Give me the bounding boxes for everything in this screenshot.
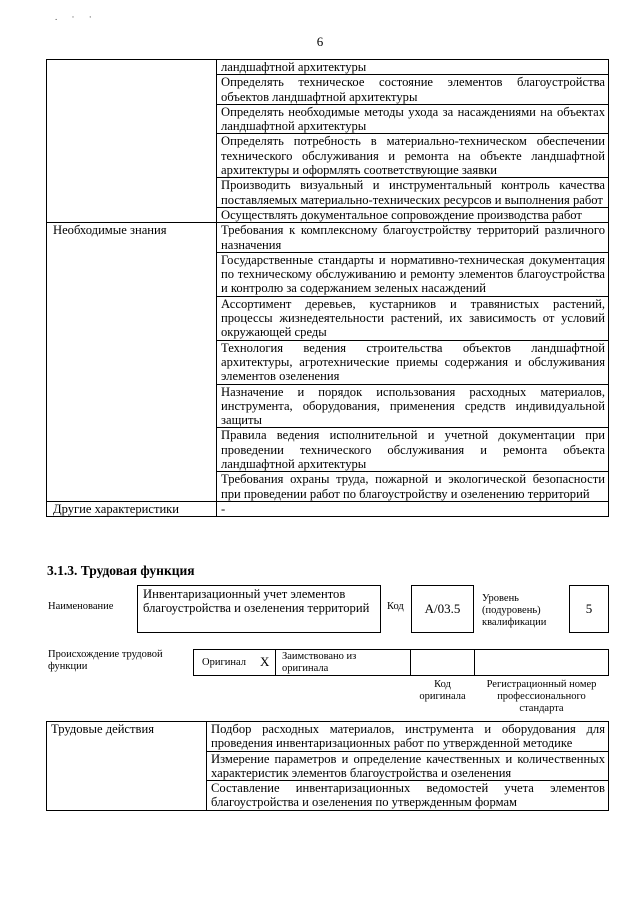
row-item: Измерение параметров и определение качественных и количественных характеристик элементов благоустройства и озеленения [207, 751, 609, 781]
original-cell [193, 649, 275, 676]
original-label: Оригинал [202, 657, 246, 668]
code-original-caption: Код оригинала [419, 679, 466, 702]
code-label: Код [387, 601, 404, 612]
row-item: - [217, 501, 609, 516]
level-box: 5 [569, 585, 609, 633]
row-label: Необходимые знания [47, 223, 217, 502]
row-item: Правила ведения исполнительной и учетной документации при проведении технического обслуживания и ремонта объекта ландшафтной архитектуры [217, 428, 609, 472]
row-item: Определять потребность в материально-техническом обеспечении технического обслуживания и ремонта на объекте ландшафтной архитектуры и оформлять соответствующие заявки [217, 134, 609, 178]
labor-actions-table [46, 721, 609, 811]
reg-number-caption: Регистрационный номер профессионального стандарта [486, 679, 597, 714]
table-row [47, 501, 609, 516]
row-item: Производить визуальный и инструментальный контроль качества поставляемых материально-технических ресурсов и выполнения работ [217, 178, 609, 208]
origin-label: Происхождение трудовой функции [48, 649, 163, 672]
function-code-box: А/03.5 [411, 585, 474, 633]
row-item: Составление инвентаризационных ведомостей учета элементов благоустройства и озеленения по утвержденным формам [207, 781, 609, 811]
row-item: Государственные стандарты и нормативно-техническая документация по техническому обслуживанию и ремонту элементов благоустройства и контролю за содержанием зеленых насаждений [217, 252, 609, 296]
borrowed-cell [275, 649, 410, 676]
name-label: Наименование [48, 601, 114, 612]
reg-number-cell [474, 649, 609, 676]
table-row [47, 223, 609, 253]
page-number: 6 [316, 34, 324, 49]
row-item: Назначение и порядок использования расходных материалов, инструмента, оборудования, применения средств индивидуальной защиты [217, 384, 609, 428]
row-item: Определять техническое состояние элементов благоустройства объектов ландшафтной архитектуры [217, 75, 609, 105]
scan-artifact: . · · [55, 12, 98, 22]
original-mark: X [260, 654, 270, 669]
section-title: 3.1.3. Трудовая функция [47, 563, 195, 578]
row-item: Ассортимент деревьев, кустарников и травянистых растений, процессы жизнедеятельности растений, их зависимость от условий окружающей среды [217, 296, 609, 340]
row-label [47, 60, 217, 223]
level-label: Уровень (подуровень) квалификации [482, 593, 547, 628]
row-item: Требования к комплексному благоустройству территорий различного назначения [217, 223, 609, 253]
row-label: Другие характеристики [47, 501, 217, 516]
function-name-box: Инвентаризационный учет элементов благоустройства и озеленения территорий [137, 585, 381, 633]
row-item: Технология ведения строительства объектов ландшафтной архитектуры, агротехнические приемы содержания и обслуживания элементов озеленения [217, 340, 609, 384]
row-item: ландшафтной архитектуры [217, 60, 609, 75]
skills-table-body [47, 60, 609, 517]
actions-table-body [47, 722, 609, 811]
code-original-cell [410, 649, 474, 676]
row-item: Подбор расходных материалов, инструмента и оборудования для проведения инвентаризационных работ по утвержденной методике [207, 722, 609, 752]
row-item: Требования охраны труда, пожарной и экологической безопасности при проведении работ по благоустройству и озеленению территорий [217, 472, 609, 502]
table-row [47, 60, 609, 75]
row-label: Трудовые действия [47, 722, 207, 811]
skills-knowledge-table [46, 59, 609, 517]
borrowed-label: Заимствовано из оригинала [282, 651, 357, 674]
table-row [47, 722, 609, 752]
row-item: Определять необходимые методы ухода за насаждениями на объектах ландшафтной архитектуры [217, 104, 609, 134]
row-item: Осуществлять документальное сопровождение производства работ [217, 207, 609, 222]
